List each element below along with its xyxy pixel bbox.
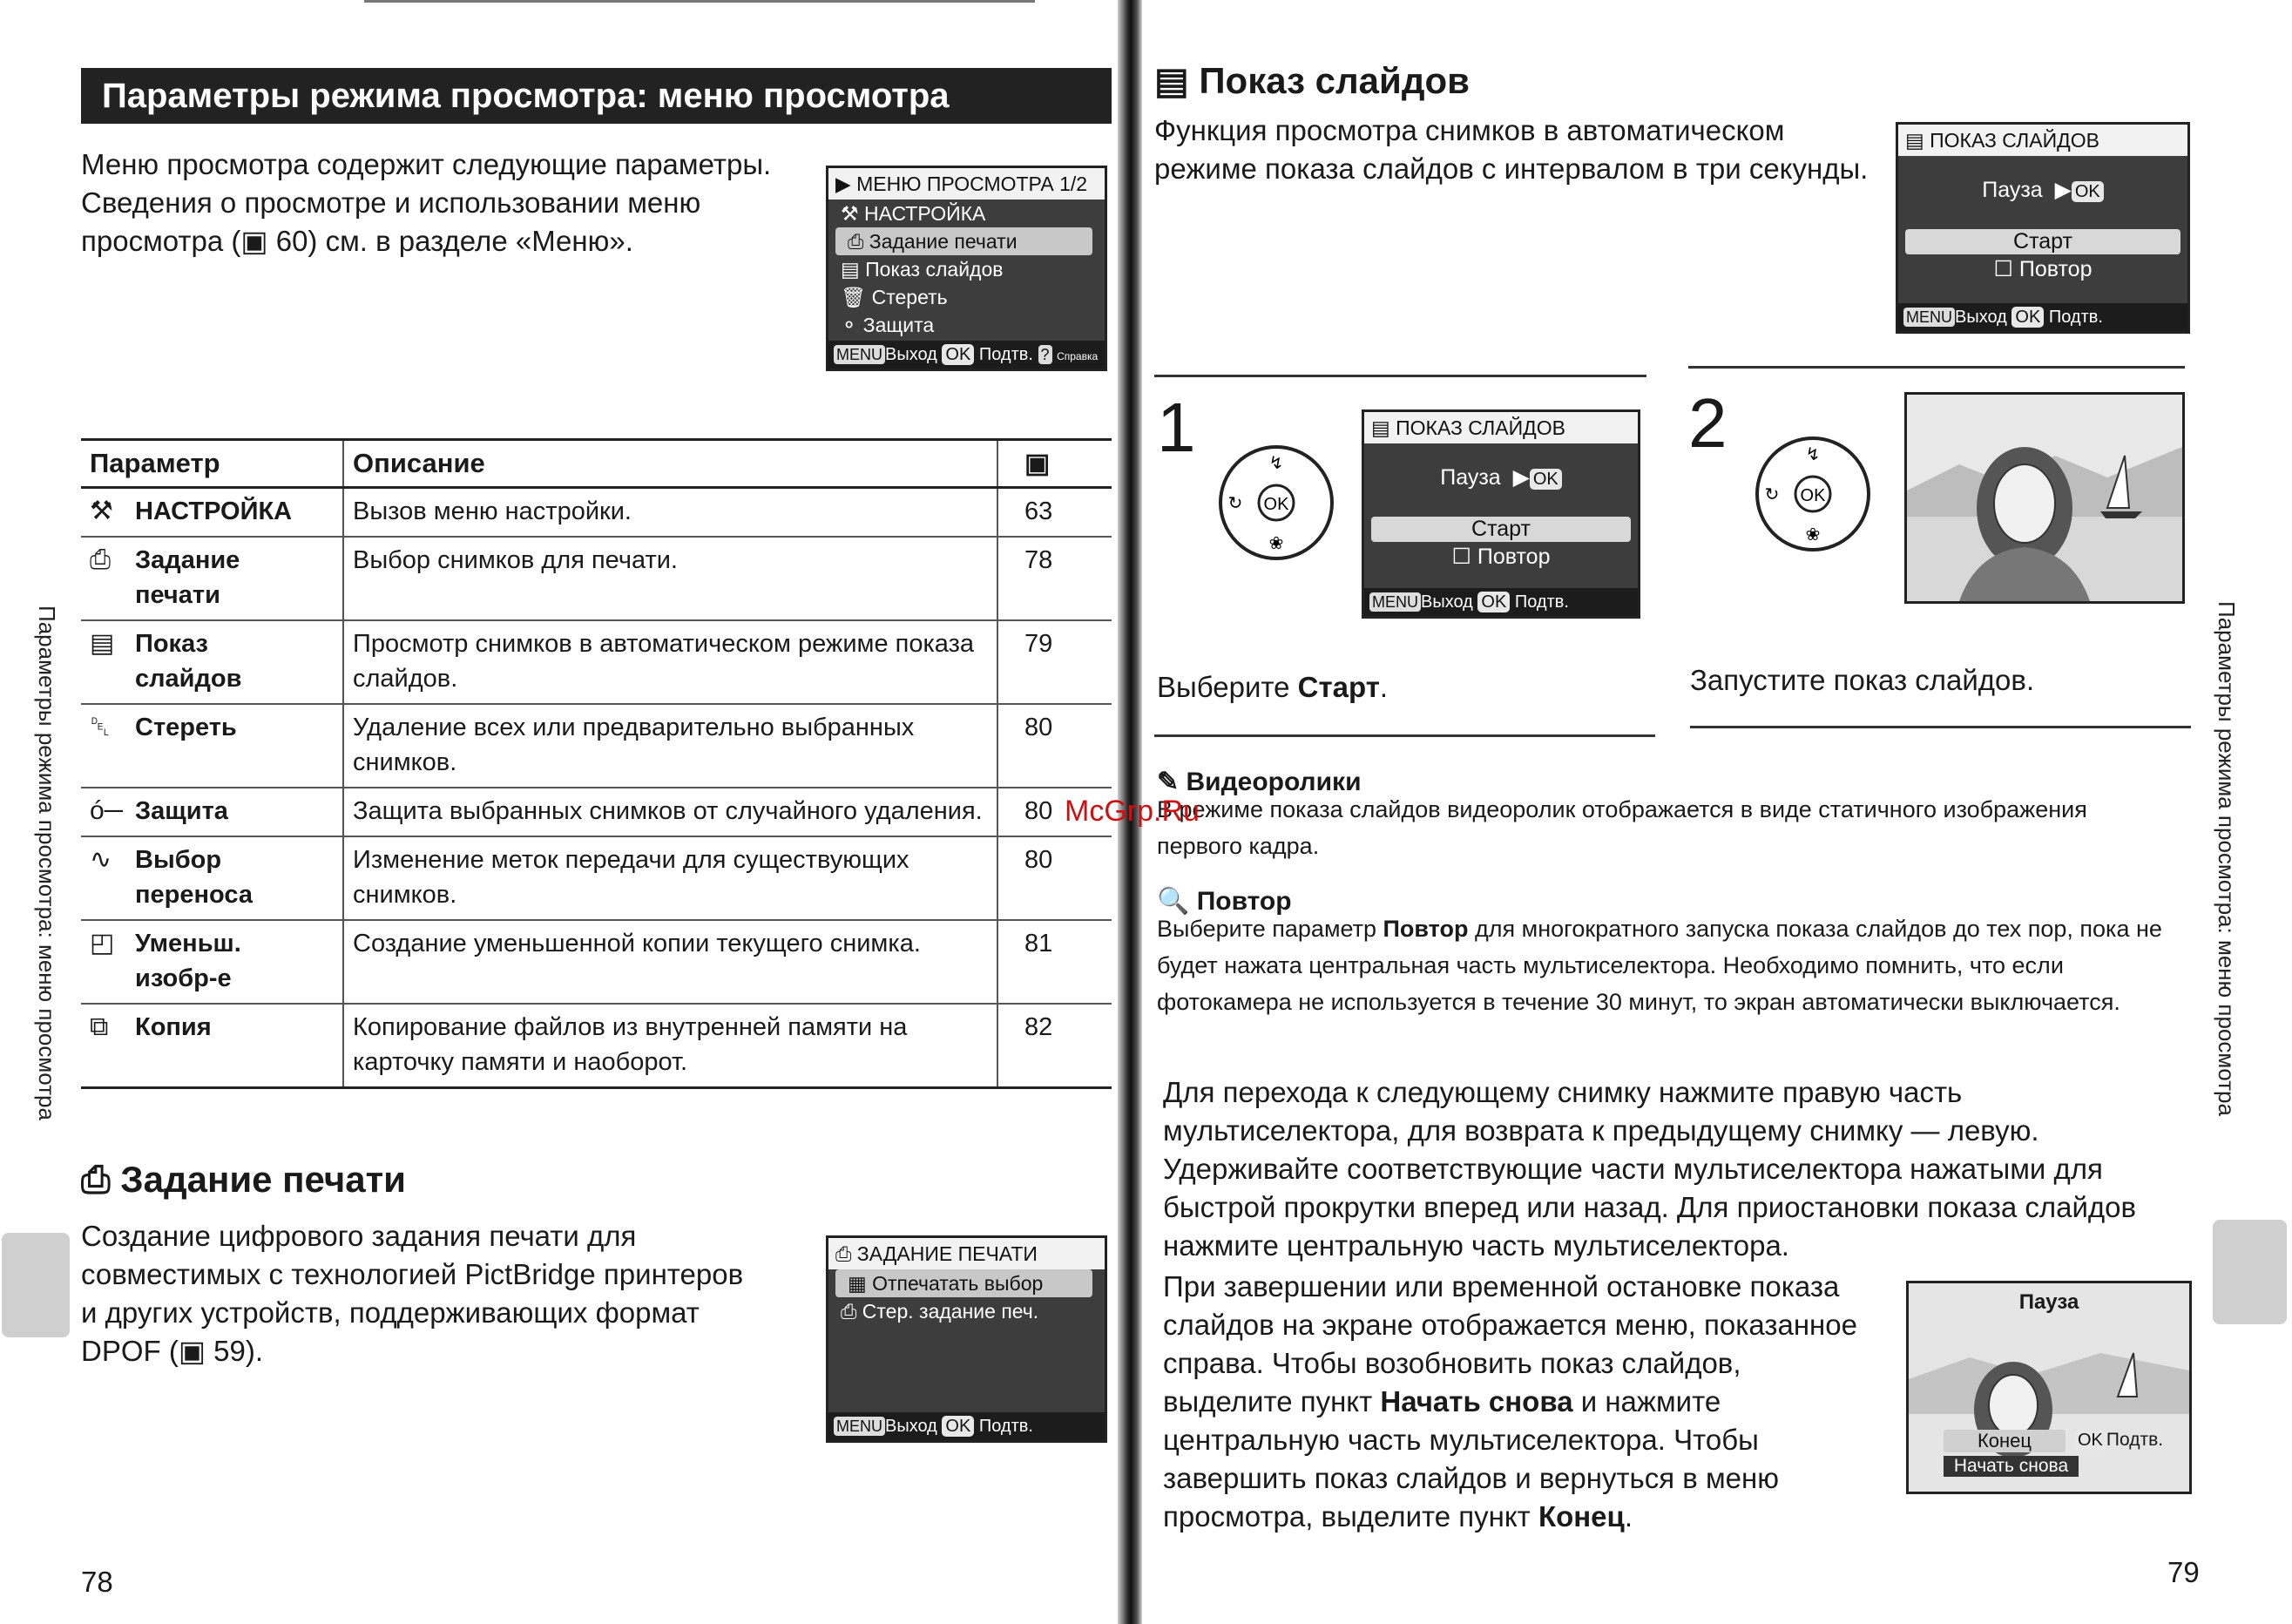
step-rule-1 <box>1154 375 1646 377</box>
table-row <box>81 620 1112 704</box>
magnifier-icon: 🔍 <box>1157 887 1190 916</box>
multiselector-2 <box>1753 434 1873 554</box>
help-key: ? <box>1038 345 1052 364</box>
table-row <box>81 920 1112 1004</box>
svg-text:OK: OK <box>1800 486 1826 505</box>
menu-key: MENU <box>1369 592 1421 612</box>
pause-screen <box>1906 1281 2192 1494</box>
slideshow-icon: ▤ <box>1371 416 1390 439</box>
param-cell <box>81 537 343 620</box>
table-row <box>81 704 1112 788</box>
param-desc: Удаление всех или предварительно выбранных снимков. <box>343 704 997 788</box>
param-cell <box>81 788 343 836</box>
param-page: 63 <box>997 488 1112 538</box>
parameters-table <box>81 438 1112 1089</box>
slideshow-screen-step1: ▤ ПОКАЗ СЛАЙДОВ Пауза ▶ OK Старт ☐ Повтор MENU Выход OK Подтв. <box>1362 409 1640 619</box>
header-desc: Описание <box>343 440 997 488</box>
svg-text:↯: ↯ <box>1805 445 1821 464</box>
setup-icon: ⚒ <box>841 202 859 225</box>
slideshow-icon: ▤ <box>841 258 860 281</box>
step-rule-2 <box>1688 366 2185 369</box>
repeat-option[interactable]: ☐ Повтор <box>1451 545 1551 569</box>
table-row <box>81 1004 1112 1088</box>
ok-key: OK <box>2011 307 2044 328</box>
left-page-number: 78 <box>81 1566 113 1598</box>
restart-option[interactable]: Начать снова <box>1944 1456 2079 1477</box>
param-page: 80 <box>997 788 1112 836</box>
menu-item-protect[interactable]: ⚬ Защита <box>841 314 935 336</box>
printer-icon: ⎙ <box>81 1159 111 1200</box>
param-cell <box>81 620 343 704</box>
param-name: Стереть <box>135 714 237 741</box>
navigation-paragraph: Для перехода к следующему снимку нажмите правую часть мультиселектора, для возврата к предыдущему снимку — левую. Удерживайте соответствующие части мультиселектора нажатыми для быстрой прокрутки вперед или назад. Для приостановки показа слайдов нажмите центральную часть мультиселектора. <box>1163 1076 2137 1262</box>
slideshow-screen-top: ▤ ПОКАЗ СЛАЙДОВ Пауза ▶ OK Старт ☐ Повтор MENU Выход OK Подтв. <box>1896 122 2190 334</box>
param-desc: Копирование файлов из внутренней памяти на карточку памяти и наоборот. <box>343 1004 997 1088</box>
svg-text:❀: ❀ <box>1805 525 1821 545</box>
param-page: 81 <box>997 920 1112 1004</box>
step-1-text: Выберите Старт. <box>1157 671 1389 703</box>
table-row <box>81 836 1112 920</box>
step-2-number: 2 <box>1688 384 1727 462</box>
param-cell <box>81 920 343 1004</box>
start-option[interactable]: Старт <box>1371 517 1631 542</box>
step-1-number: 1 <box>1157 389 1196 466</box>
confirm-hint: OK Подтв. <box>2074 1430 2163 1451</box>
checkbox-icon: ☐ <box>1451 545 1471 569</box>
param-name: Уменьш. изобр-е <box>135 930 241 992</box>
ok-key: OK <box>942 344 974 365</box>
param-name: Копия <box>135 1013 212 1041</box>
grid-icon: ▦ <box>848 1272 867 1295</box>
param-page: 80 <box>997 704 1112 788</box>
param-name: Показ слайдов <box>135 630 242 693</box>
param-icon: ∿ <box>90 845 112 874</box>
param-name: Выбор переноса <box>135 846 253 909</box>
note-video-body: В режиме показа слайдов видеоролик отображается в виде статичного изображения первого кадра. <box>1157 796 2087 859</box>
param-icon: ó─ <box>90 796 123 825</box>
table-header <box>81 440 1112 488</box>
header-page: ▣ <box>997 440 1112 488</box>
param-icon: ⎙ <box>90 545 111 574</box>
param-cell <box>81 836 343 920</box>
printer-icon: ⎙ <box>841 1300 857 1323</box>
param-icon: ⧉ <box>90 1012 109 1041</box>
param-page: 82 <box>997 1004 1112 1088</box>
menu-screen-header: ▶ МЕНЮ ПРОСМОТРА 1/2 <box>828 168 1105 200</box>
pencil-icon: ✎ <box>1157 768 1180 796</box>
left-thumb-tab <box>2 1233 70 1337</box>
print-order-text: Создание цифрового задания печати для совместимых с технологией PictBridge принтеров и других устройств, поддерживающих формат DPOF (▣ 59). <box>81 1220 744 1367</box>
step-2-text: Запустите показ слайдов. <box>1690 664 2035 696</box>
param-icon: ◰ <box>90 929 115 957</box>
slideshow-icon: ▤ <box>1905 129 1924 152</box>
print-order-heading: ⎙ Задание печати <box>81 1159 406 1200</box>
menu-key: MENU <box>834 345 885 364</box>
param-cell <box>81 1004 343 1088</box>
printer-icon: ⎙ <box>835 1242 852 1265</box>
menu-item-print-selected[interactable]: ▦ Отпечатать выбор <box>835 1269 1092 1297</box>
note-repeat-title: 🔍 Повтор <box>1157 887 1292 916</box>
param-desc: Выбор снимков для печати. <box>343 537 997 620</box>
menu-item-setup[interactable]: ⚒ НАСТРОЙКА <box>841 202 986 225</box>
param-desc: Создание уменьшенной копии текущего снимка. <box>343 920 997 1004</box>
note-repeat-body: Выберите параметр Повтор для многократного запуска показа слайдов до тех пор, пока не будет нажата центральная часть мультиселектора. Необходимо помнить, что если фотокамера не используется в течение 30 минут, то экран автоматически выключается. <box>1157 916 2162 1015</box>
menu-item-slideshow[interactable]: ▤ Показ слайдов <box>841 258 1004 281</box>
svg-text:↻: ↻ <box>1227 494 1243 513</box>
param-desc: Вызов меню настройки. <box>343 488 997 538</box>
param-icon: ▤ <box>90 629 115 658</box>
svg-text:OK: OK <box>1263 495 1289 514</box>
param-icon: ⚒ <box>90 497 113 525</box>
ok-key: OK <box>2074 1430 2106 1451</box>
step-rule-4 <box>1690 726 2191 728</box>
menu-key: MENU <box>834 1417 885 1436</box>
note-video-title: ✎ Видеоролики <box>1157 768 1362 796</box>
top-rule <box>364 0 1035 3</box>
print-order-screen: ⎙ ЗАДАНИЕ ПЕЧАТИ ▦ Отпечатать выбор ⎙ Стер. задание печ. MENU Выход OK Подтв. <box>826 1235 1107 1443</box>
repeat-option[interactable]: ☐ Повтор <box>1993 257 2093 281</box>
slideshow-heading: ▤ Показ слайдов <box>1154 60 1470 101</box>
table-row <box>81 537 1112 620</box>
param-cell <box>81 704 343 788</box>
param-name: Защита <box>135 797 228 825</box>
svg-text:❀: ❀ <box>1268 534 1284 553</box>
header-param: Параметр <box>81 440 343 488</box>
table-row <box>81 788 1112 836</box>
checkbox-icon: ☐ <box>1993 257 2013 281</box>
param-desc: Изменение меток передачи для существующих снимков. <box>343 836 997 920</box>
svg-text:↻: ↻ <box>1764 485 1780 504</box>
param-name: НАСТРОЙКА <box>135 497 293 525</box>
start-option[interactable]: Старт <box>1905 229 2180 254</box>
right-side-label: Параметры режима просмотра: меню просмотра <box>2214 601 2240 1116</box>
slideshow-intro: Функция просмотра снимков в автоматическом режиме показа слайдов с интервалом в три секунды. <box>1154 114 1869 185</box>
key-icon: ⚬ <box>841 314 858 336</box>
slideshow-photo <box>1904 392 2185 604</box>
menu-item-print-order[interactable]: ⎙ Задание печати <box>835 227 1092 255</box>
ok-key: OK <box>942 1416 974 1437</box>
intro-text: Меню просмотра содержит следующие параметры. Сведения о просмотре и использовании меню просмотра (▣ 60) см. в разделе «Меню». <box>81 148 772 257</box>
slideshow-icon: ▤ <box>1154 60 1189 101</box>
right-page-number: 79 <box>2167 1556 2200 1588</box>
end-option[interactable]: Конец <box>1944 1430 2066 1452</box>
pause-paragraph: При завершении или временной остановке показа слайдов на экране отображается меню, показанное справа. Чтобы возобновить показ слайдов, выделите пункт Начать снова и нажмите центральную часть мультиселектора. Чтобы завершить показ слайдов и вернуться в меню просмотра, выделите пункт Конец. <box>1163 1270 1857 1533</box>
play-icon: ▶ <box>835 173 851 195</box>
ok-key: OK <box>1477 592 1510 612</box>
right-thumb-tab <box>2213 1220 2287 1324</box>
svg-text:↯: ↯ <box>1268 454 1284 473</box>
param-page: 79 <box>997 620 1112 704</box>
multiselector-1 <box>1216 443 1336 563</box>
watermark: McGrp.Ru <box>1065 795 1200 828</box>
printer-icon: ⎙ <box>848 230 864 253</box>
param-page: 78 <box>997 537 1112 620</box>
table-row <box>81 488 1112 538</box>
param-desc: Просмотр снимков в автоматическом режиме показа слайдов. <box>343 620 997 704</box>
left-side-label: Параметры режима просмотра: меню просмотра <box>34 606 60 1120</box>
menu-item-delete-print-order[interactable]: ⎙ Стер. задание печ. <box>841 1300 1039 1323</box>
param-name: Задание печати <box>135 546 240 609</box>
menu-screen-footer: MENU Выход OK Подтв. ? Справка <box>828 341 1105 369</box>
pause-option: Пауза ▶ OK <box>1898 177 2187 203</box>
param-desc: Защита выбранных снимков от случайного удаления. <box>343 788 997 836</box>
step-rule-3 <box>1154 734 1655 737</box>
param-icon: ␡ <box>90 713 111 741</box>
page-title: Параметры режима просмотра: меню просмотра <box>81 68 1112 124</box>
trash-icon: 🗑 <box>841 286 867 308</box>
param-cell <box>81 488 343 538</box>
playback-menu-screen <box>826 166 1107 371</box>
pause-title: Пауза <box>2018 1290 2079 1314</box>
menu-key: MENU <box>1903 308 1955 327</box>
menu-item-delete[interactable]: 🗑 Стереть <box>841 286 948 308</box>
param-page: 80 <box>997 836 1112 920</box>
